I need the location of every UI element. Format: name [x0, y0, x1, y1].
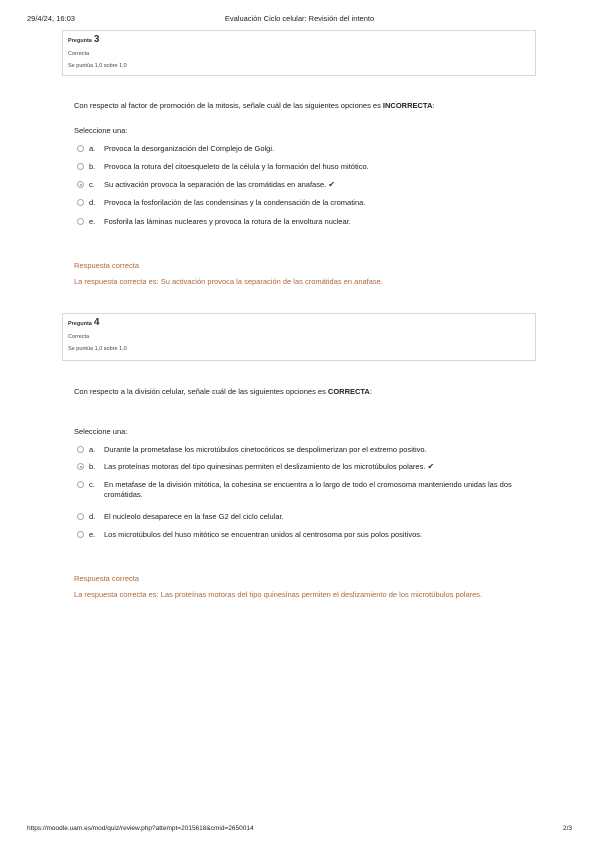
feedback-title: Respuesta correcta	[74, 574, 140, 583]
radio-button[interactable]	[77, 218, 84, 225]
radio-button[interactable]	[77, 513, 84, 520]
question-state: Correcta	[68, 51, 90, 57]
radio-button-selected[interactable]	[77, 181, 84, 188]
option-e[interactable]: e. Los microtúbulos del huso mitótico se encuentran unidos al centrosoma por sus polos positivos.	[77, 530, 422, 540]
option-d[interactable]: d. Provoca la fosforilación de las condensinas y la condensación de la cromatina.	[77, 198, 365, 208]
question-text-4: Con respecto a la división celular, señale cuál de las siguientes opciones es CORRECTA:	[74, 387, 372, 396]
correct-check-icon: ✔	[328, 180, 335, 189]
option-b[interactable]: b. Las proteínas motoras del tipo quinesinas permiten el deslizamiento de los microtúbulos polares. ✔	[77, 462, 434, 472]
question-grade: Se puntúa 1,0 sobre 1,0	[68, 346, 127, 352]
feedback-title: Respuesta correcta	[74, 261, 140, 270]
correct-check-icon: ✔	[427, 462, 435, 471]
question-grade: Se puntúa 1,0 sobre 1,0	[68, 63, 127, 69]
option-b[interactable]: b. Provoca la rotura del citoesqueleto de la célula y la formación del huso mitótico.	[77, 162, 369, 172]
page-number: 2/3	[562, 825, 572, 832]
select-one-prompt: Seleccione una:	[74, 427, 128, 436]
feedback-right-answer: La respuesta correcta es: Las proteínas motoras del tipo quinesinas permiten el deslizamiento de los microtúbulos polares.	[74, 590, 483, 599]
print-title: Evaluación Ciclo celular: Revisión del intento	[224, 14, 375, 23]
question-info-3	[62, 30, 536, 76]
question-state: Correcta	[68, 334, 90, 340]
radio-button[interactable]	[77, 531, 84, 538]
question-number: Pregunta 4	[68, 317, 100, 328]
radio-button[interactable]	[77, 199, 84, 206]
option-c[interactable]: c. Su activación provoca la separación de las cromátidas en anafase. ✔	[77, 180, 335, 190]
radio-button-selected[interactable]	[77, 463, 84, 470]
option-d[interactable]: d. El nucleolo desaparece en la fase G2 del ciclo celular.	[77, 512, 284, 522]
question-info-4	[62, 313, 536, 361]
radio-button[interactable]	[77, 481, 84, 488]
option-a[interactable]: a. Durante la prometafase los microtúbulos cinetocóricos se despolimerizan por el extremo positivo.	[77, 445, 427, 455]
radio-button[interactable]	[77, 446, 84, 453]
question-number: Pregunta 3	[68, 34, 100, 45]
radio-button[interactable]	[77, 163, 84, 170]
option-a[interactable]: a. Provoca la desorganización del Complejo de Golgi.	[77, 144, 274, 154]
radio-button[interactable]	[77, 145, 84, 152]
option-e[interactable]: e. Fosforila las láminas nucleares y provoca la rotura de la envoltura nuclear.	[77, 217, 351, 227]
print-url: https://moodle.uam.es/mod/quiz/review.php?attempt=2015618&cmid=2650014	[27, 825, 254, 832]
option-c[interactable]: c. En metafase de la división mitótica, la cohesina se encuentra a lo largo de todo el cromosoma manteniendo unidas las dos cromátidas.	[77, 480, 527, 500]
print-date: 29/4/24, 16:03	[27, 14, 75, 23]
feedback-right-answer: La respuesta correcta es: Su activación provoca la separación de las cromátidas en anafase.	[74, 277, 383, 286]
select-one-prompt: Seleccione una:	[74, 126, 128, 135]
question-text-3: Con respecto al factor de promoción de la mitosis, señale cuál de las siguientes opciones es INCORRECTA:	[74, 101, 435, 110]
